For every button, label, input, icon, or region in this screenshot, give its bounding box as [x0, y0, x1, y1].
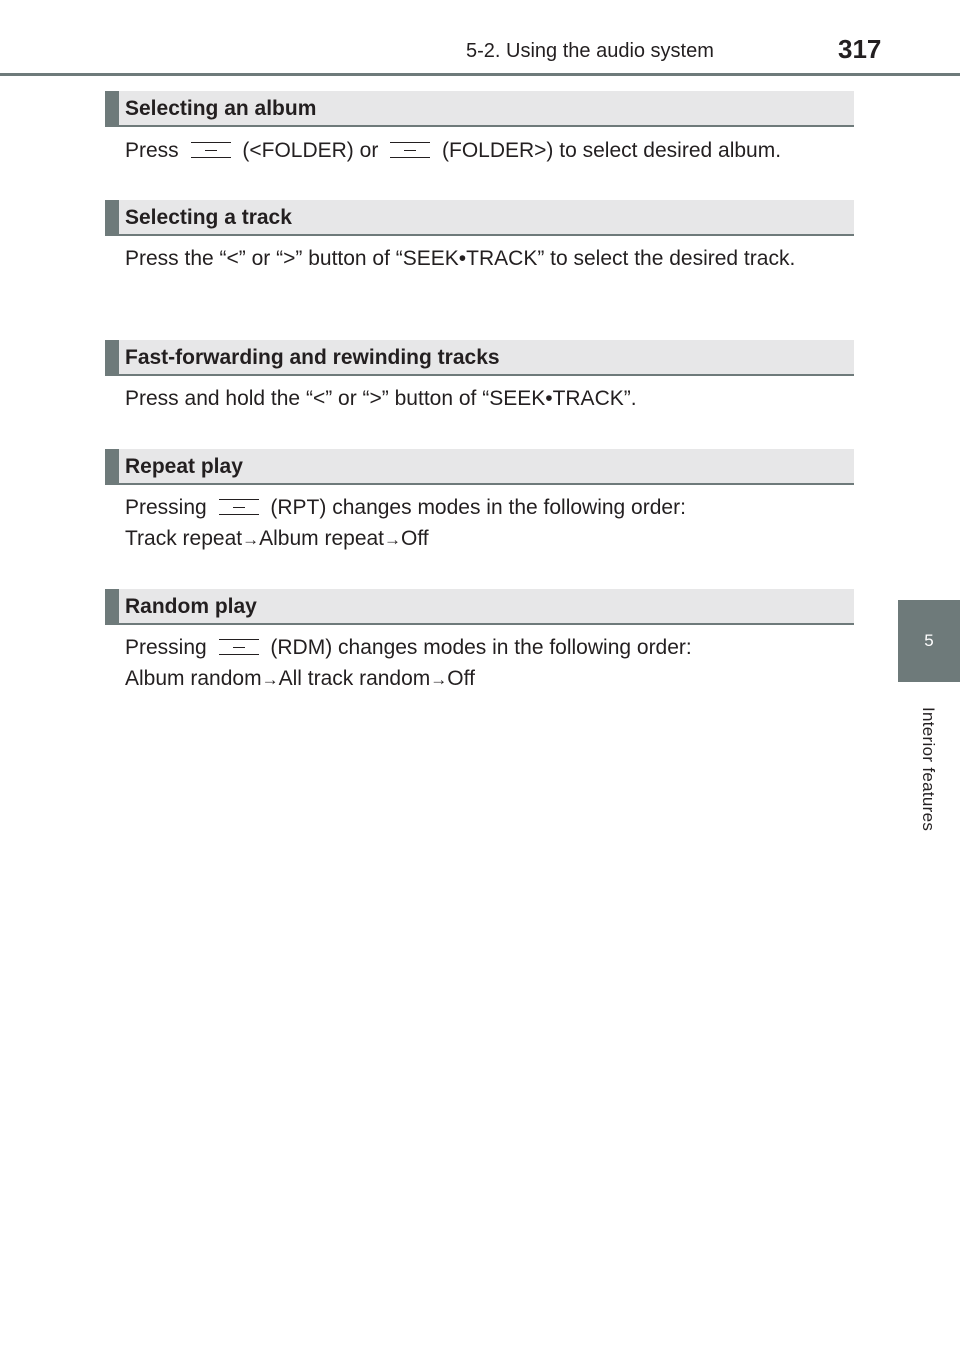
section-title: Selecting an album [125, 97, 317, 120]
section-heading-repeat [105, 449, 854, 485]
chapter-tab[interactable] [898, 600, 960, 682]
section-heading-random [105, 589, 854, 625]
body-text: (FOLDER>) to select desired album. [442, 139, 782, 162]
body-text: (<FOLDER) or [242, 139, 379, 162]
body-text: Pressing [125, 636, 207, 659]
section-title: Fast-forwarding and rewinding tracks [125, 346, 500, 369]
rdm-button-icon [219, 638, 259, 656]
section-body-album [125, 135, 848, 166]
section-heading-fast-forward [105, 340, 854, 376]
mode-order [125, 523, 848, 555]
mode-item: All track random [278, 667, 431, 690]
chapter-label: Interior features [919, 706, 938, 832]
mode-item: Off [447, 667, 475, 690]
section-heading-track [105, 200, 854, 236]
section-body-random [125, 632, 848, 695]
rpt-button-icon [219, 498, 259, 516]
chapter-number: 5 [924, 631, 934, 650]
mode-item: Album random [125, 667, 262, 690]
mode-item: Off [401, 527, 429, 550]
arrow-icon: → [261, 670, 279, 689]
arrow-icon: → [384, 530, 402, 549]
mode-item: Album repeat [259, 527, 385, 550]
section-title: Selecting a track [125, 206, 292, 229]
section-body-fast-forward: Press and hold the “<” or “>” button of “SEEK•TRACK”. [125, 387, 637, 410]
section-heading-album [105, 91, 854, 127]
section-body-repeat [125, 492, 848, 555]
folder-down-button-icon [191, 141, 231, 159]
arrow-icon: → [242, 530, 260, 549]
mode-order [125, 663, 848, 695]
section-title: Repeat play [125, 455, 243, 478]
section-title: Random play [125, 595, 257, 618]
body-text: Press [125, 139, 179, 162]
body-text: Pressing [125, 496, 207, 519]
section-body-track: Press the “<” or “>” button of “SEEK•TRACK” to select the desired track. [125, 247, 796, 270]
arrow-icon: → [430, 670, 448, 689]
header-divider [0, 73, 960, 76]
body-text: (RPT) changes modes in the following order: [270, 496, 686, 519]
mode-item: Track repeat [125, 527, 243, 550]
header-section-title: 5-2. Using the audio system [466, 40, 714, 62]
page-number: 317 [838, 34, 882, 64]
folder-up-button-icon [390, 141, 430, 159]
body-text: (RDM) changes modes in the following order: [270, 636, 692, 659]
